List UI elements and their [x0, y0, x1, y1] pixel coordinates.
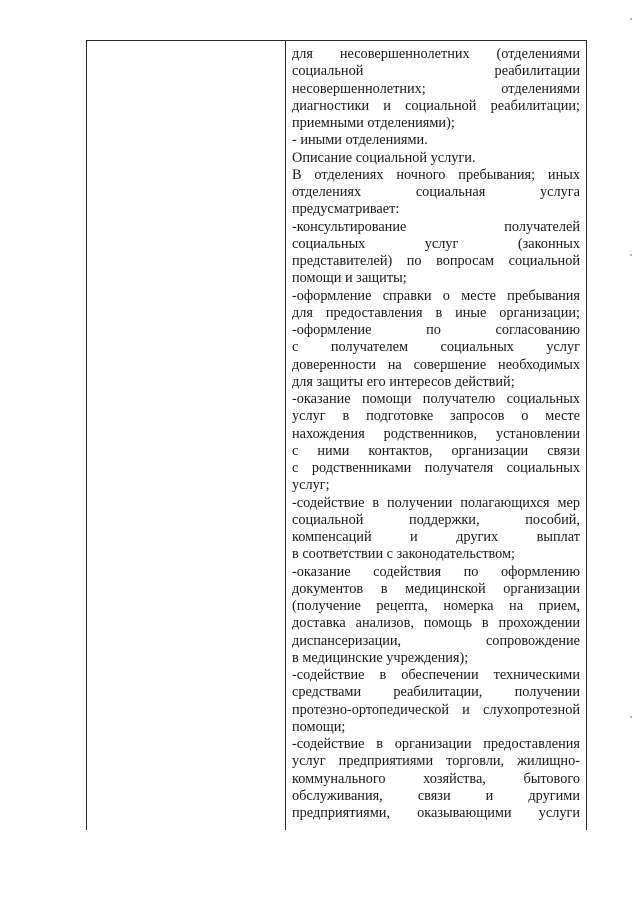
text-line: несовершеннолетних; отделениями: [292, 80, 580, 97]
text-line: -оказание помощи получателю социальных: [292, 391, 580, 407]
text-line: для несовершеннолетних (отделениями: [292, 46, 580, 62]
text-line: протезно-ортопедической и слухопротезной: [292, 701, 580, 718]
text-line: -оформление справки о месте пребывания: [292, 287, 580, 304]
text-line: для предоставления в иные организации;: [292, 304, 580, 321]
text-line: услуг;: [292, 477, 330, 494]
text-line: диагностики и социальной реабилитации;: [292, 97, 580, 114]
text-line: -консультирование получателей: [292, 218, 580, 235]
text-line: для защиты его интересов действий;: [292, 373, 515, 390]
text-line: с родственниками получателя социальных: [292, 460, 580, 476]
text-line: -оформление по согласованию: [292, 322, 580, 338]
text-line: с получателем социальных услуг: [292, 339, 580, 356]
text-line: доверенности на совершение необходимых: [292, 356, 580, 373]
text-line: диспансеризации, сопровождение: [292, 632, 580, 649]
text-line: -содействие в организации предоставления: [292, 736, 580, 752]
column-divider: [285, 41, 286, 830]
text-line: - иными отделениями.: [292, 132, 428, 149]
scan-speck: [630, 716, 632, 718]
text-line: социальной реабилитации: [292, 63, 580, 80]
text-line: предусматривает:: [292, 201, 400, 218]
scan-speck: [630, 18, 632, 20]
text-line: нахождения родственников, установлении: [292, 425, 580, 442]
text-line: -оказание содействия по оформлению: [292, 563, 580, 580]
scan-speck: [630, 254, 632, 256]
table-cell-left-empty: [87, 41, 285, 830]
text-line: услуг в подготовке запросов о месте: [292, 408, 580, 425]
text-line: представителей) по вопросам социальной: [292, 253, 580, 269]
text-line: документов в медицинской организации: [292, 580, 580, 597]
text-line: предприятиями, оказывающими услуги: [292, 805, 580, 821]
text-line: Описание социальной услуги.: [292, 149, 476, 166]
text-line: социальной поддержки, пособий,: [292, 511, 580, 528]
text-line: средствами реабилитации, получении: [292, 684, 580, 701]
text-line: социальных услуг (законных: [292, 235, 580, 252]
text-line: коммунального хозяйства, бытового: [292, 770, 580, 787]
text-line: в соответствии с законодательством;: [292, 546, 515, 563]
service-table: [86, 40, 587, 830]
text-line: -содействие в получении полагающихся мер: [292, 494, 580, 511]
text-line: -содействие в обеспечении техническими: [292, 667, 580, 683]
text-line: с ними контактов, организации связи: [292, 442, 580, 459]
text-line: приемными отделениями);: [292, 115, 455, 131]
text-line: (получение рецепта, номерка на прием,: [292, 598, 580, 614]
text-line: помощи и защиты;: [292, 270, 407, 287]
text-line: компенсаций и других выплат: [292, 529, 580, 545]
text-line: В отделениях ночного пребывания; иных: [292, 166, 580, 183]
text-line: в медицинские учреждения);: [292, 649, 469, 666]
text-line: доставка анализов, помощь в прохождении: [292, 615, 580, 632]
service-description-cell: [292, 46, 580, 822]
text-line: отделениях социальная услуга: [292, 184, 580, 200]
text-line: услуг предприятиями торговли, жилищно-: [292, 753, 580, 770]
text-line: обслуживания, связи и другими: [292, 787, 580, 804]
text-line: помощи;: [292, 718, 346, 735]
